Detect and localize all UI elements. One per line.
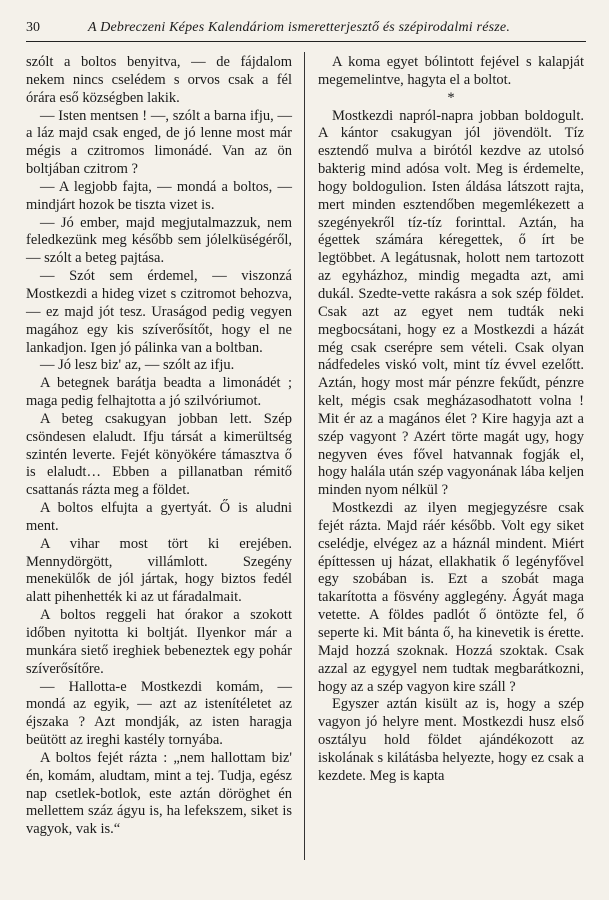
section-separator-star: * [447,89,455,106]
paragraph: — Jó lesz biz' az, — szólt az ifju. [40,357,235,374]
paragraph: — Szót sem érdemel, — viszonzá Mostkezdi a hideg vizet s czitromot behozva, — ez majd jót tesz. Uraságod pedig vegyen magához egy kis szíverősítőt, hogy el ne lankadjon. Igen jó pálinka van a boltban. [26,268,292,356]
paragraph: A vihar most tört ki erejében. Mennydörgött, villámlott. Szegény menekülők de jól jártak, hogy biztos fedél alatt pihenhették ki az ut fáradalmait. [26,535,292,606]
paragraph: szólt a boltos benyitva, — de fájdalom nekem nincs cselédem s orvos csak a fél órára eső községben lakik. [26,54,292,106]
paragraph: — Isten mentsen ! —, szólt a barna ifju, — a láz majd csak enged, de jó lenne most már mégis a czitromos limonádé. Van az ön boltjában czitrom ? [26,107,292,178]
paragraph: A boltos reggeli hat órakor a szokott időben nyitotta ki boltját. Ilyenkor már a munkára siető ireghiek bebeneztek egy pohár szíverősítőre. [26,607,292,677]
paragraph: — Jó ember, majd megjutalmazzuk, nem feledkezünk meg később sem jólelküségéről, — szólt a beteg pajtása. [26,214,292,267]
left-column [26,54,292,839]
paragraph: Mostkezdi az ilyen megjegyzésre csak fejét rázta. Majd ráér később. Volt egy siket cselédje, elvégez az a háznál mindent. Miért építtessen uj házat, ellakhatik ő legényfővel egy szobában is. Ezt a szobát maga takarította a fösvény agglegény. Ágyát maga vetette. A földes padlót ő öntözte fel, ő seperte ki. Mit bánta ő, ha kinevetik is érette. Majd hozzá szoknak. Hozzá szoktak. Csak azzal az egygyel nem tudtak megbarátkozni, hogy az a szép vagyon kire száll ? [318,500,584,695]
right-column [318,54,584,786]
paragraph: — A legjobb fajta, — mondá a boltos, — mindjárt hozok be tiszta vizet is. [26,178,292,213]
paragraph: A boltos fejét rázta : „nem hallottam biz' én, komám, aludtam, mint a tej. Tudja, egész nap csetlek-botlok, este aztán döröghet én mellettem száz ágyu is, ha lefekszem, siket is vagyok, vak is.“ [26,749,292,838]
column-divider [304,52,305,860]
running-header [26,18,586,40]
paragraph: — Hallotta-e Mostkezdi komám, — mondá az egyik, — azt az istenítéletet az éjszaka ? Azt mondják, az isten haragja beütött az ireghi kastély tornyába. [26,678,292,749]
paragraph: A boltos elfujta a gyertyát. Ő is aludni ment. [26,500,292,534]
header-rule [26,41,586,42]
paragraph: Mostkezdi napról-napra jobban boldogult. A kántor csakugyan jól jövendölt. Tíz esztendő mulva a birótól kezdve az utolsó bakterig mind adósa volt. Meg is érdemelte, hogy boldogulion. Isten áldása látszott rajta, mert minden esztendőben megemlékezett a szegényekről tíz-tíz forinttal. Aztán, ha égettek számára kéregettek, ő írt be legtöbbet. A legátusnak, holott nem tartozott az egyházhoz, mindig megadta azt, ami dukál. Szedte-vette rakásra a sok szép földet. Csak azt az egyet nem tudták neki megbocsátani, hogy ez a Mostkezdi a házát még csak cserépre sem vételi. Csak olyan nádfedeles viskó volt, mint tíz évvel ezelőtt. Aztán, hogy most már pénzre fekűdt, pénzre kelt, mégis csak megházasodhatott volna ! Mit ér az a magános élet ? Kire hagyja azt a szép vagyont ? Azért törte magát ugy, hogy negyven éves fővel hatvannak fogják el, hogy halála után szép vagyonának lába keljen minden nyom nélkül ? [318,107,584,499]
paragraph: A koma egyet bólintott fejével s kalapját megemelintve, hagyta el a boltot. [318,54,584,88]
paragraph: A betegnek barátja beadta a limonádét ; maga pedig felhajtotta a jó szilvóriumot. [26,375,292,410]
paragraph: Egyszer aztán kisült az is, hogy a szép vagyon jó helyre ment. Mostkezdi husz első osztályu hold földet ajándékozott az iskolának s kilátásba helyezte, hogy ez csak a kezdete. Meg is kapta [318,696,584,784]
page-number: 30 [26,20,40,35]
paragraph: A beteg csakugyan jobban lett. Szép csöndesen elaludt. Ifju társát a kimerültség szintén leverte. Fejét könyökére támasztva ő is elaludt… Ebben a pillanatban rémitő csattanás rázta meg a földet. [26,410,292,499]
running-title: A Debreczeni Képes Kalendáriom ismeretterjesztő és szépirodalmi része. [88,20,511,35]
